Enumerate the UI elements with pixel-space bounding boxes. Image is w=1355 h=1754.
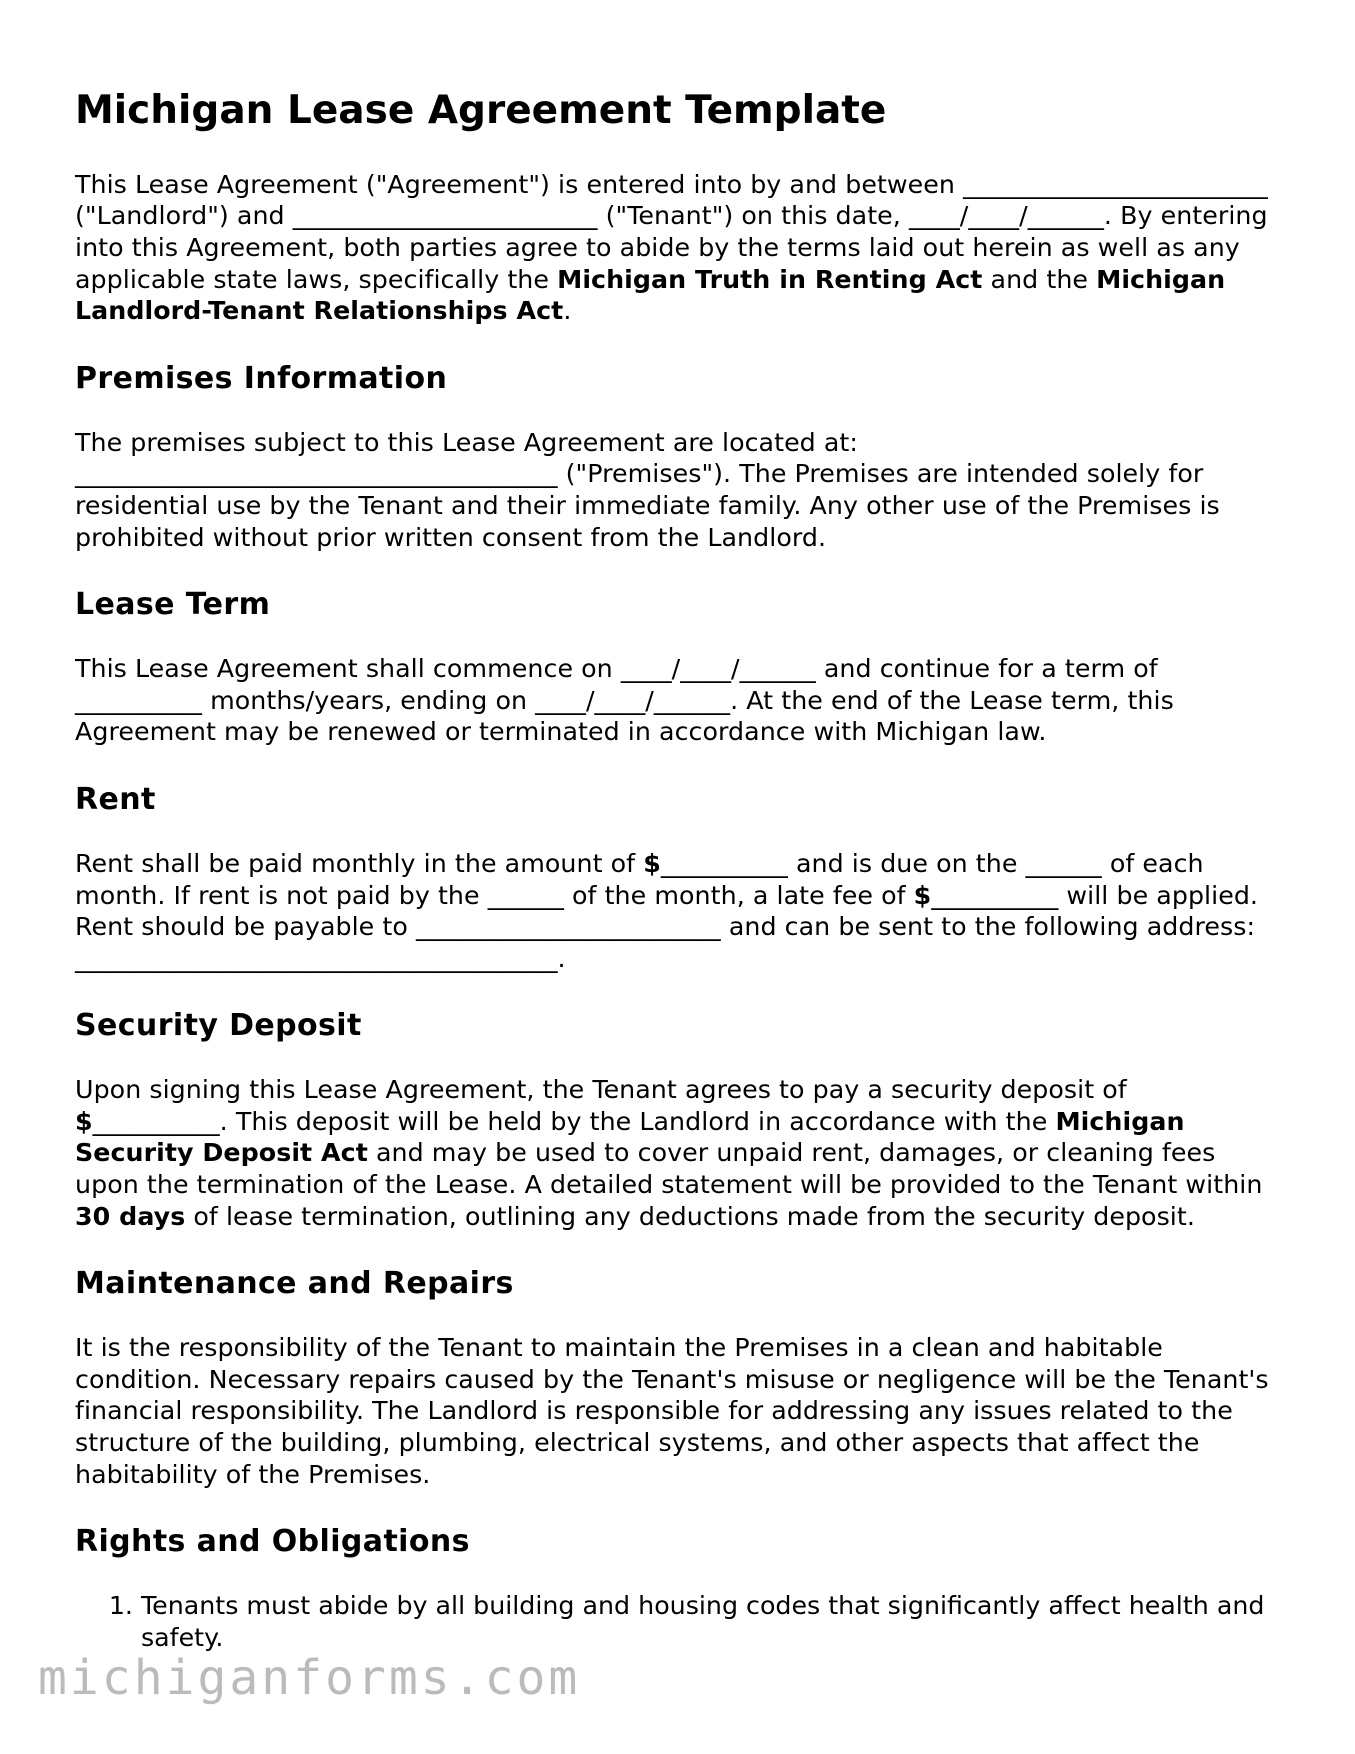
premises-heading: Premises Information (75, 360, 448, 396)
premises-paragraph: The premises subject to this Lease Agreement are located at: ______________________________________ ("Premises"). The Premises are intended solely for residential use by the Tenant and their immediate family. Any other use of the Premises is prohibited without prior written consent from the Landlord. (75, 427, 1220, 552)
intro-text-3: . (563, 296, 572, 326)
rent-text-1: Rent shall be paid monthly in the amount of (75, 848, 644, 878)
list-item: 1. Tenants must abide by all building and housing codes that significantly affect health and safety. (141, 1590, 1275, 1653)
lease-term-heading: Lease Term (75, 587, 271, 623)
deposit-text-2: __________. This deposit will be held by the Landlord in accordance with the (92, 1106, 1056, 1136)
deposit-text-1: Upon signing this Lease Agreement, the Tenant agrees to pay a security deposit of (75, 1075, 1127, 1105)
rent-text-2: __________ and is due on the ______ of each month. If rent is not paid by the ______ of the month, a late fee of (75, 848, 1204, 910)
deposit-text-4: of lease termination, outlining any deductions made from the security deposit. (185, 1201, 1195, 1231)
rights-heading: Rights and Obligations (75, 1524, 470, 1560)
truth-in-renting-act: Michigan Truth in Renting Act (557, 264, 983, 294)
watermark: michiganforms.com (38, 1650, 581, 1706)
security-deposit-heading: Security Deposit (75, 1008, 362, 1044)
rights-list (75, 1590, 1275, 1653)
rent-text-3: __________ will be applied. Rent should be payable to ________________________ and can be sent to the following address: ______________________________________. (75, 880, 1259, 973)
lease-term-paragraph: This Lease Agreement shall commence on ____/____/______ and continue for a term of __________ months/years, ending on ____/____/______. At the end of the Lease term, this Agreement may be renewed or terminated in accordance with Michigan law. (75, 654, 1174, 747)
intro-paragraph (75, 169, 1275, 327)
landlord-tenant-act: Michigan Landlord-Tenant Relationships Act (75, 264, 1226, 326)
rent-heading: Rent (75, 781, 156, 817)
intro-text-1: This Lease Agreement ("Agreement") is entered into by and between ________________________ ("Landlord") and ________________________ ("Tenant") on this date, ____/____/______. By entering into this Agreement, both parties agree to abide by the terms laid out herein as well as any applicable state laws, specifically the (75, 169, 1268, 294)
deposit-text-3: and may be used to cover unpaid rent, damages, or cleaning fees upon the termination of the Lease. A detailed statement will be provided to the Tenant within (75, 1138, 1263, 1200)
rent-dollar-2: $ (913, 880, 932, 910)
deposit-days: 30 days (75, 1201, 186, 1231)
maintenance-heading: Maintenance and Repairs (75, 1266, 514, 1302)
rent-dollar-1: $ (643, 848, 661, 878)
document-title: Michigan Lease Agreement Template (75, 88, 887, 133)
maintenance-paragraph: It is the responsibility of the Tenant to maintain the Premises in a clean and habitable condition. Necessary repairs caused by the Tenant's misuse or negligence will be the Tenant's financial responsibility. The Landlord is responsible for addressing any issues related to the structure of the building, plumbing, electrical systems, and other aspects that affect the habitability of the Premises. (75, 1333, 1269, 1489)
deposit-dollar: $ (75, 1106, 93, 1136)
security-deposit-paragraph (75, 1074, 1275, 1232)
security-deposit-act: Michigan Security Deposit Act (75, 1106, 1185, 1168)
intro-text-2: and the (982, 264, 1097, 294)
document (75, 88, 1275, 1653)
rent-paragraph (75, 848, 1275, 974)
